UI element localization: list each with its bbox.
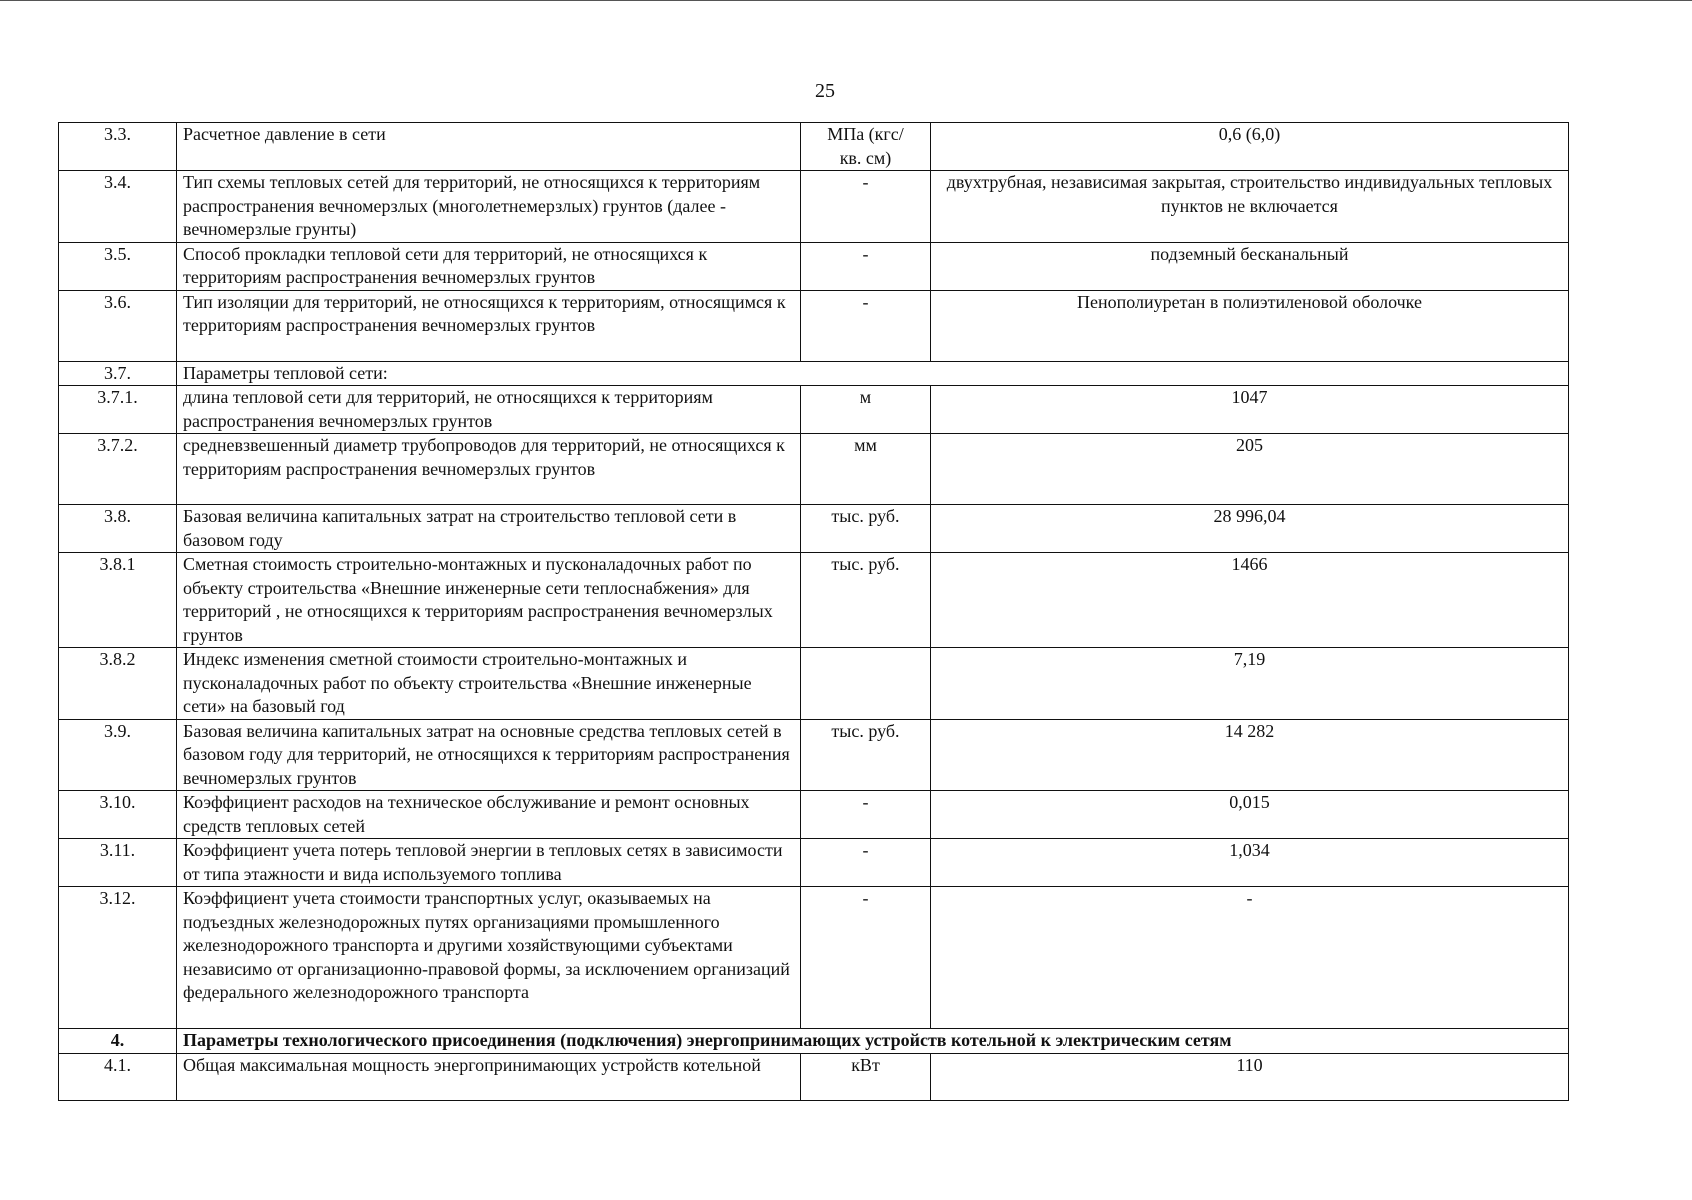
unit: тыс. руб.	[801, 719, 931, 791]
parameter-value: -	[931, 887, 1569, 1029]
unit: -	[801, 242, 931, 290]
parameter-value: 1,034	[931, 839, 1569, 887]
table-row	[59, 791, 1569, 839]
row-number: 4.1.	[59, 1053, 177, 1100]
parameters-table	[58, 122, 1569, 1101]
parameter-name: Коэффициент учета потерь тепловой энергии в тепловых сетях в зависимости от типа этажности и вида используемого топлива	[177, 839, 801, 887]
unit: -	[801, 887, 931, 1029]
row-number: 3.9.	[59, 719, 177, 791]
table-row	[59, 242, 1569, 290]
parameter-name: Способ прокладки тепловой сети для территорий, не относящихся к территориям распространения вечномерзлых грунтов	[177, 242, 801, 290]
unit: м	[801, 386, 931, 434]
unit: -	[801, 290, 931, 361]
table-row	[59, 386, 1569, 434]
parameter-value: 205	[931, 434, 1569, 505]
parameter-name: средневзвешенный диаметр трубопроводов для территорий, не относящихся к территориям распространения вечномерзлых грунтов	[177, 434, 801, 505]
parameter-value: 1466	[931, 553, 1569, 648]
parameter-group-title: Параметры тепловой сети:	[177, 361, 1569, 386]
table-row	[59, 505, 1569, 553]
table-row	[59, 887, 1569, 1029]
table-row	[59, 553, 1569, 648]
top-scan-rule	[0, 0, 1692, 1]
parameter-name: Сметная стоимость строительно-монтажных и пусконаладочных работ по объекту строительства «Внешние инженерные сети теплоснабжения» для территорий , не относящихся к территориям распространения вечномерзлых грунтов	[177, 553, 801, 648]
section-title: Параметры технологического присоединения (подключения) энергопринимающих устройств котельной к электрическим сетям	[177, 1029, 1569, 1054]
unit: -	[801, 791, 931, 839]
parameter-name: Расчетное давление в сети	[177, 123, 801, 171]
row-number: 3.6.	[59, 290, 177, 361]
parameter-name: Базовая величина капитальных затрат на основные средства тепловых сетей в базовом году для территорий, не относящихся к территориям распространения вечномерзлых грунтов	[177, 719, 801, 791]
table-row	[59, 123, 1569, 171]
parameter-name: Общая максимальная мощность энергопринимающих устройств котельной	[177, 1053, 801, 1100]
parameter-value: Пенополиуретан в полиэтиленовой оболочке	[931, 290, 1569, 361]
unit: мм	[801, 434, 931, 505]
parameter-value: 7,19	[931, 648, 1569, 720]
parameter-value: 1047	[931, 386, 1569, 434]
row-number: 3.7.1.	[59, 386, 177, 434]
section-number: 4.	[59, 1029, 177, 1054]
table-row	[59, 290, 1569, 361]
section-row	[59, 1029, 1569, 1054]
page-number: 25	[815, 80, 835, 102]
row-number: 3.5.	[59, 242, 177, 290]
table-row	[59, 719, 1569, 791]
row-number: 3.3.	[59, 123, 177, 171]
parameter-name: Тип изоляции для территорий, не относящихся к территориям, относящимся к территориям распространения вечномерзлых грунтов	[177, 290, 801, 361]
unit: -	[801, 839, 931, 887]
unit: тыс. руб.	[801, 553, 931, 648]
unit: МПа (кгс/кв. см)	[801, 123, 931, 171]
table-row	[59, 1053, 1569, 1100]
parameter-name: Индекс изменения сметной стоимости строительно-монтажных и пусконаладочных работ по объекту строительства «Внешние инженерные сети» на базовый год	[177, 648, 801, 720]
row-number: 3.7.	[59, 361, 177, 386]
row-number: 3.11.	[59, 839, 177, 887]
table-row	[59, 361, 1569, 386]
parameter-value: подземный бесканальный	[931, 242, 1569, 290]
row-number: 3.10.	[59, 791, 177, 839]
unit: -	[801, 171, 931, 243]
parameter-value: 0,015	[931, 791, 1569, 839]
parameter-name: Тип схемы тепловых сетей для территорий, не относящихся к территориям распространения вечномерзлых (многолетнемерзлых) грунтов (далее - вечномерзлые грунты)	[177, 171, 801, 243]
unit: тыс. руб.	[801, 505, 931, 553]
row-number: 3.8.	[59, 505, 177, 553]
parameter-name: Коэффициент расходов на техническое обслуживание и ремонт основных средств тепловых сетей	[177, 791, 801, 839]
table-row	[59, 648, 1569, 720]
row-number: 3.8.2	[59, 648, 177, 720]
unit	[801, 648, 931, 720]
table-row	[59, 839, 1569, 887]
parameter-name: Коэффициент учета стоимости транспортных услуг, оказываемых на подъездных железнодорожных путях организациями промышленного железнодорожного транспорта и другими хозяйствующими субъектами независимо от организационно-правовой формы, за исключением организаций федерального железнодорожного транспорта	[177, 887, 801, 1029]
parameter-value: 0,6 (6,0)	[931, 123, 1569, 171]
row-number: 3.4.	[59, 171, 177, 243]
parameter-name: длина тепловой сети для территорий, не относящихся к территориям распространения вечномерзлых грунтов	[177, 386, 801, 434]
row-number: 3.7.2.	[59, 434, 177, 505]
row-number: 3.12.	[59, 887, 177, 1029]
row-number: 3.8.1	[59, 553, 177, 648]
parameter-value: двухтрубная, независимая закрытая, строительство индивидуальных тепловых пунктов не включается	[931, 171, 1569, 243]
parameter-value: 28 996,04	[931, 505, 1569, 553]
parameter-name: Базовая величина капитальных затрат на строительство тепловой сети в базовом году	[177, 505, 801, 553]
parameter-value: 110	[931, 1053, 1569, 1100]
table-row	[59, 171, 1569, 243]
unit: кВт	[801, 1053, 931, 1100]
table-row	[59, 434, 1569, 505]
parameter-value: 14 282	[931, 719, 1569, 791]
